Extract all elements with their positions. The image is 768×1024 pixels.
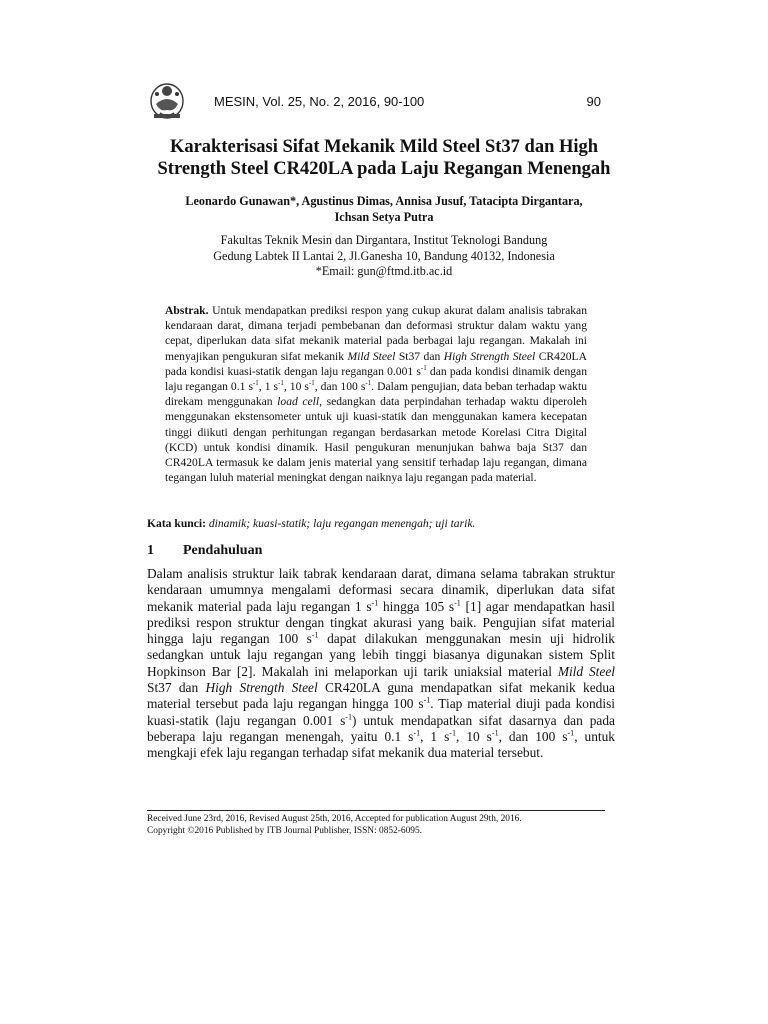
affiliation-line-1: Fakultas Teknik Mesin dan Dirgantara, Institut Teknologi Bandung [220, 233, 548, 247]
body-text: , untuk mengkaji efek laju regangan terhadap sifat mekanik dua material tersebut. [147, 728, 616, 761]
keywords [147, 516, 607, 531]
body-term-mild-steel: Mild Steel [557, 663, 615, 679]
abstract-text: St37 dan [398, 349, 441, 363]
superscript: -1 [345, 712, 352, 722]
abstract-text: , 1 s [258, 380, 279, 394]
superscript: -1 [311, 630, 319, 640]
body-text: [1] agar mendapatkan hasil prediksi respon struktur dengan tingkat akurasi yang baik. Pengujian sifat material hingga laju regangan 100 s [147, 598, 615, 647]
superscript: -1 [278, 379, 284, 388]
body-paragraph [147, 566, 615, 762]
corresponding-email: *Email: gun@ftmd.itb.ac.id [315, 264, 453, 278]
body-term-hss: High Strength Steel [205, 680, 318, 696]
title-line-1: Karakterisasi Sifat Mekanik Mild Steel St37 dan High [169, 137, 599, 157]
body-text: ) untuk mendapatkan sifat dasarnya dan pada beberapa laju regangan menengah, yaitu 0.1 s [147, 712, 616, 744]
authors-line-2: Ichsan Setya Putra [334, 210, 434, 224]
copyright: Copyright ©2016 Published by ITB Journal Publisher, ISSN: 0852-6095. [147, 826, 422, 836]
body-text: Dalam analisis struktur laik tabrak kendaraan darat, dimana selama tabrakan struktur kendaraan umumnya mengalami deformasi secara dinamik, diperlukan data sifat mekanik material pada laju regangan 1 s [147, 566, 615, 614]
section-heading [147, 543, 262, 559]
paper-title [120, 136, 648, 180]
affiliation [130, 233, 638, 280]
keywords-label: Kata kunci: [147, 517, 206, 530]
footer-divider [147, 810, 605, 811]
logo-graphic [148, 80, 186, 120]
abstract-text: . Dalam pengujian, data beban terhadap waktu direkam menggunakan [165, 380, 587, 409]
body-text: , 10 s [456, 728, 492, 744]
abstract-text: Untuk mendapatkan prediksi respon yang cukup akurat dalam analisis tabrakan kendaraan darat, dimana terjadi pembebanan dan deformasi struktur dalam waktu yang cepat, diperlukan data sifat mekanik material pada berbagai laju regangan. Makalah ini menyajikan pengukuran sifat mekanik [165, 304, 587, 363]
section-title: Pendahuluan [183, 543, 263, 558]
abstract-text: , sedangkan data perpindahan terhadap waktu diperoleh menggunakan ekstensometer untuk uji kuasi-statik dan menggunakan kamera kecepatan tinggi diikuti dengan perhitungan regangan berdasarkan metode Korelasi Citra Digital (KCD) untuk kondisi dinamik. Hasil pengukuran menunjukan bahwa baja St37 dan CR420LA termasuk ke dalam jenis material yang sensitif terhadap laju regangan, dimana tegangan luluh material meningkat dengan naiknya laju regangan pada material. [165, 395, 587, 485]
superscript: -1 [449, 728, 456, 738]
journal-citation: MESIN, Vol. 25, No. 2, 2016, 90-100 [214, 94, 425, 109]
abstract-term-mild-steel: Mild Steel [347, 349, 396, 363]
abstract [165, 303, 587, 485]
title-line-2: Strength Steel CR420LA pada Laju Regangan Menengah [157, 159, 611, 179]
superscript: -1 [423, 695, 431, 705]
abstract-text: CR420LA pada kondisi kuasi-statik dengan laju regangan 0.001 s [165, 349, 587, 378]
superscript: -1 [420, 363, 427, 372]
section-number: 1 [147, 543, 154, 558]
abstract-text: , 10 s [283, 380, 309, 394]
abstract-text: , dan 100 s [314, 380, 366, 394]
body-text: . Tiap material diuji pada kondisi kuasi-statik (laju regangan 0.001 s [147, 696, 615, 728]
superscript: -1 [252, 379, 259, 388]
itb-ganesha-logo-icon [148, 80, 186, 120]
abstract-term-hss: High Strength Steel [443, 349, 536, 363]
superscript: -1 [371, 598, 379, 608]
footer [147, 813, 617, 837]
abstract-term-load-cell: load cell [277, 395, 320, 409]
superscript: -1 [308, 379, 315, 388]
body-text: , dan 100 s [498, 728, 568, 744]
abstract-label: Abstrak. [165, 304, 209, 317]
keywords-text: dinamik; kuasi-statik; laju regangan menengah; uji tarik. [208, 517, 476, 530]
body-text: , 1 s [420, 728, 450, 744]
superscript: -1 [491, 728, 499, 738]
superscript: -1 [454, 598, 461, 608]
body-text: St37 dan [147, 680, 199, 696]
received-dates: Received June 23rd, 2016, Revised August 25th, 2016, Accepted for publication August 29th, 2016. [147, 814, 522, 824]
author-list [130, 193, 638, 225]
body-text: CR420LA guna mendapatkan sifat mekanik kedua material tersebut pada laju regangan hingga 100 s [147, 680, 615, 712]
affiliation-line-2: Gedung Labtek II Lantai 2, Jl.Ganesha 10, Bandung 40132, Indonesia [213, 248, 555, 263]
authors-line-1: Leonardo Gunawan*, Agustinus Dimas, Annisa Jusuf, Tatacipta Dirgantara, [185, 194, 583, 208]
abstract-text: dan pada kondisi dinamik dengan laju regangan 0.1 s [165, 364, 588, 394]
body-text: hingga 105 s [382, 598, 455, 614]
superscript: -1 [567, 728, 575, 738]
page-number: 90 [586, 94, 601, 109]
body-text: dapat dilakukan menggunakan mesin uji hidrolik sedangkan untuk laju regangan yang lebih tinggi biasanya digunakan sistem Split Hopkinson Bar [2]. Makalah ini melaporkan uji tarik uniaksial material [147, 631, 615, 679]
superscript: -1 [413, 728, 421, 738]
superscript: -1 [365, 379, 372, 388]
